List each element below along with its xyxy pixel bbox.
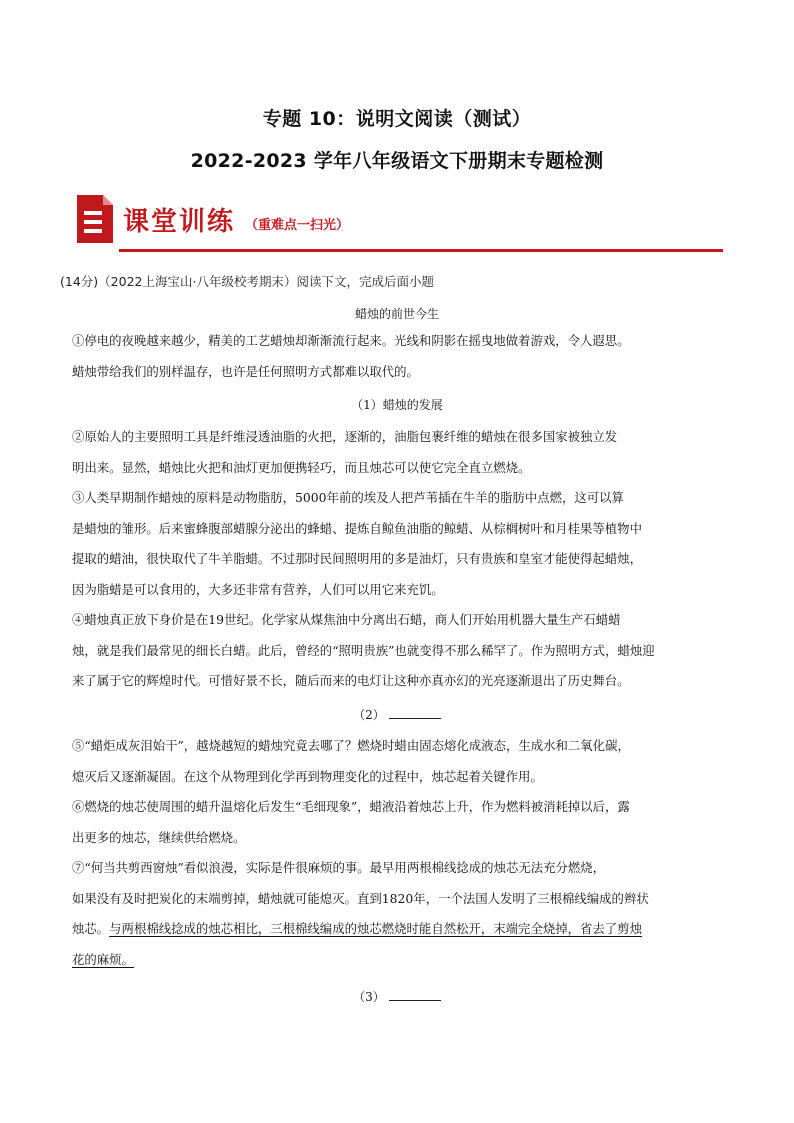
- article-title: 蜡烛的前世今生: [354, 307, 439, 321]
- paragraph-line: ⑦“何当共剪西窗烛”看似浪漫，实际是件很麻烦的事。最早用两根棉线捻成的烛芯无法充分燃烧，: [72, 860, 606, 875]
- section-heading-2: [0, 706, 794, 723]
- section-number: （2）: [353, 708, 385, 722]
- paragraph-line: 蜡烛带给我们的别样温存，也许是任何照明方式都难以取代的。: [72, 363, 419, 379]
- paragraph-line: ②原始人的主要照明工具是纤维浸透油脂的火把，逐渐的，油脂包裹纤维的蜡烛在很多国家被独立发: [72, 429, 618, 444]
- page-title: 专题 10：说明文阅读（测试）: [262, 108, 532, 130]
- document-icon: [75, 193, 115, 245]
- answer-blank[interactable]: [389, 706, 441, 719]
- banner-divider: [119, 249, 723, 252]
- page-subtitle: 2022-2023 学年八年级语文下册期末专题检测: [190, 150, 604, 172]
- section-banner: [75, 193, 655, 259]
- paragraph-line: 出更多的烛芯，继续供给燃烧。: [72, 829, 246, 845]
- paragraph-text: 烛芯。: [72, 921, 110, 936]
- paragraph-6: [72, 792, 732, 853]
- paragraph-2: [72, 422, 732, 483]
- paragraph-line: [72, 945, 732, 976]
- paragraph-line: [72, 914, 732, 945]
- paragraph-line: 如果没有及时把炭化的末端剪掉，蜡烛就可能熄灭。直到1820年，一个法国人发明了三根棉线编成的辫状: [72, 890, 649, 906]
- answer-blank[interactable]: [389, 988, 441, 1001]
- paragraph-1: [72, 326, 732, 387]
- paragraph-line: 烛，就是我们最常见的细长白蜡。此后，曾经的“照明贵族”也就变得不那么稀罕了。作为照明方式，蜡烛迎: [72, 642, 655, 658]
- underlined-sentence-end: 花的麻烦。: [72, 951, 134, 967]
- paragraph-3: [72, 483, 732, 605]
- paragraph-line: ①停电的夜晚越来越少，精美的工艺蜡烛却渐渐流行起来。光线和阴影在摇曳地做着游戏，令人遐思。: [72, 333, 630, 348]
- paragraph-line: ③人类早期制作蜡烛的原料是动物脂肪，5000年前的埃及人把芦苇插在牛羊的脂肪中点燃，这可以算: [72, 490, 624, 505]
- paragraph-4: [72, 605, 732, 697]
- paragraph-line: 明出来。显然，蜡烛比火把和油灯更加便携轻巧，而且烛芯可以使它完全直立燃烧。: [72, 459, 531, 475]
- paragraph-line: ④蜡烛真正放下身价是在19世纪。化学家从煤焦油中分离出石蜡，商人们开始用机器大量生产石蜡蜡: [72, 612, 621, 627]
- paragraph-line: 来了属于它的辉煌时代。可惜好景不长，随后而来的电灯让这种亦真亦幻的光亮逐渐退出了历史舞台。: [72, 673, 630, 688]
- paragraph-line: 因为脂蜡是可以食用的，大多还非常有营养，人们可以用它来充饥。: [72, 581, 444, 597]
- question-intro: (14分)（2022上海宝山·八年级校考期末）阅读下文，完成后面小题: [60, 274, 434, 289]
- section-heading-1: （1）蜡烛的发展: [351, 398, 443, 412]
- section-heading-3: [0, 988, 794, 1005]
- paragraph-line: ⑥燃烧的烛芯使周围的蜡升温熔化后发生“毛细现象”，蜡液沿着烛芯上升，作为燃料被消耗掉以后，露: [72, 799, 630, 814]
- paragraph-line: 是蜡烛的雏形。后来蜜蜂腹部蜡腺分泌出的蜂蜡、提炼自鲸鱼油脂的鲸蜡、从棕榈树叶和月桂果等植物中: [72, 520, 642, 536]
- banner-subtitle: （重难点一扫光）: [245, 218, 350, 233]
- paragraph-line: ⑤“蜡炬成灰泪始干”，越烧越短的蜡烛究竟去哪了？燃烧时蜡由固态熔化成液态，生成水和二氧化碳，: [72, 738, 630, 753]
- paragraph-5: [72, 731, 732, 792]
- paragraph-line: 熄灭后又逐渐凝固。在这个从物理到化学再到物理变化的过程中，烛芯起着关键作用。: [72, 768, 543, 784]
- paragraph-line: 提取的蜡油，很快取代了牛羊脂蜡。不过那时民间照明用的多是油灯，只有贵族和皇室才能使得起蜡烛，: [72, 551, 642, 566]
- underlined-sentence: 与两根棉线捻成的烛芯相比，三根棉线编成的烛芯燃烧时能自然松开，末端完全烧掉，省去了剪烛: [109, 921, 642, 936]
- paragraph-7: [72, 853, 732, 975]
- section-number: （3）: [353, 990, 385, 1004]
- banner-title: 课堂训练: [123, 207, 236, 237]
